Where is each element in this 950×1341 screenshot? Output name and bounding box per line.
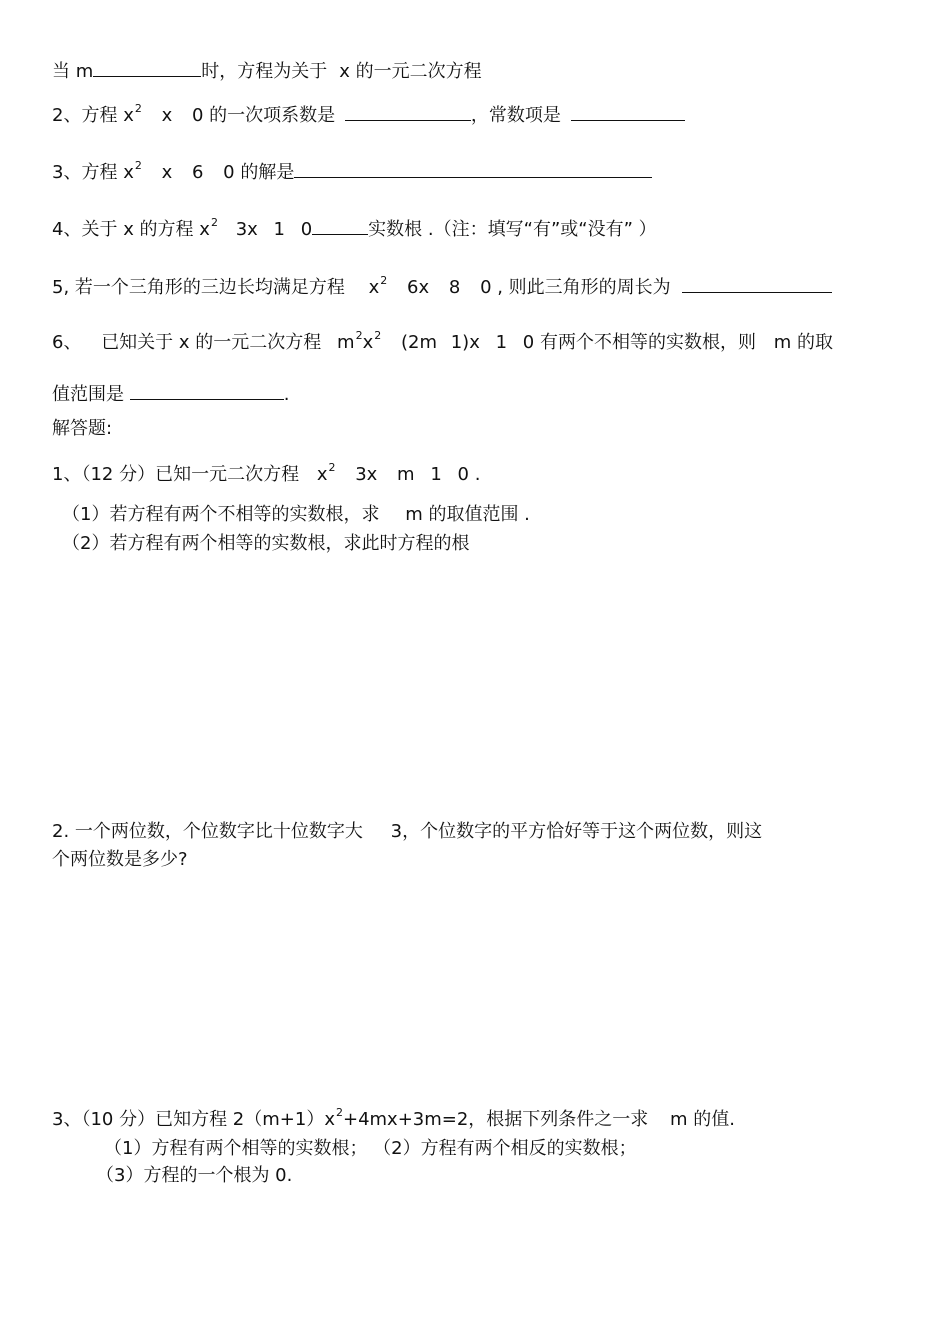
item4-exponent: 2 [210, 216, 218, 229]
item6-term: 1 [495, 332, 508, 353]
answer-blank[interactable] [294, 159, 652, 178]
answer-blank[interactable] [312, 216, 368, 235]
fill-blank-item-4 [52, 216, 657, 245]
item3-label: 3、方程 [52, 162, 118, 183]
answer-blank[interactable] [130, 381, 284, 400]
problem1-exponent: 2 [328, 461, 336, 474]
problem1-part1-text: （1）若方程有两个不相等的实数根，求 [62, 504, 380, 525]
item1-text-a: 当 m [52, 61, 94, 82]
fill-blank-item-6 [52, 330, 833, 358]
item5-term: 8 [448, 277, 461, 298]
problem-1 [52, 462, 480, 490]
problem3-text-c: m 的值. [670, 1109, 736, 1130]
item4-note: 实数根 .（注：填写“有”或“没有” ） [368, 219, 657, 240]
item6-text-c: 0 有两个不相等的实数根，则 [522, 332, 756, 353]
item4-term: 1 [273, 219, 285, 240]
item6-var: m [337, 332, 355, 353]
item6-term: (2m [400, 332, 437, 353]
problem1-term: 1 [430, 464, 442, 485]
item6-period: . [283, 384, 290, 405]
item4-var: x [199, 219, 210, 240]
problem1-text: 1、（12 分）已知一元二次方程 [52, 464, 300, 485]
problem-2-cont: 个两位数是多少? [52, 849, 188, 870]
item3-exponent: 2 [134, 159, 142, 172]
item2-text: 0 的一次项系数是 [191, 105, 336, 126]
item2-var: x [123, 105, 134, 126]
item1-text-c: x 的一元二次方程 [339, 61, 482, 82]
fill-blank-item-6-cont [52, 381, 289, 408]
item6-text: 已知关于 [101, 332, 174, 353]
item6-exponent: 2 [374, 329, 382, 342]
answer-blank[interactable] [345, 102, 471, 121]
problem1-term: 3x [355, 464, 378, 485]
item6-text-b: x 的一元二次方程 [178, 332, 322, 353]
fill-blank-item-3 [52, 159, 652, 188]
problem-1-part-2: （2）若方程有两个相等的实数根，求此时方程的根 [62, 533, 470, 554]
item5-text-b: 0 , 则此三角形的周长为 [480, 277, 671, 298]
item2-exponent: 2 [134, 102, 142, 115]
fill-blank-item-1 [52, 58, 482, 85]
problem-3-part-3: （3）方程的一个根为 0. [96, 1165, 293, 1186]
answer-blank[interactable] [93, 58, 201, 77]
problem-3 [52, 1107, 735, 1135]
item4-label: 4、关于 [52, 219, 118, 240]
item6-text-e: 值范围是 [52, 384, 124, 405]
item3-term: 6 [191, 162, 204, 183]
item6-label: 6、 [52, 332, 82, 353]
fill-blank-item-5 [52, 274, 832, 303]
problem2-text-b: 3，个位数字的平方恰好等于这个两位数，则这 [390, 821, 763, 842]
problem3-exponent: 2 [335, 1106, 343, 1119]
item5-term: 6x [407, 277, 430, 298]
item3-term: x [161, 162, 173, 183]
section-heading: 解答题: [52, 418, 113, 439]
problem3-text: 3、（10 分）已知方程 2（m+1）x [52, 1109, 335, 1130]
problem3-text-b: +4mx+3m=2，根据下列条件之一求 [342, 1109, 649, 1130]
item6-term: 1)x [450, 332, 480, 353]
item4-term: 0 [300, 219, 313, 240]
problem-2 [52, 819, 762, 845]
problem2-text: 2. 一个两位数，个位数字比十位数字大 [52, 821, 363, 842]
item6-exponent: 2 [355, 329, 363, 342]
problem1-term: m [397, 464, 415, 485]
item2-label: 2、方程 [52, 105, 118, 126]
item5-text: 5, 若一个三角形的三边长均满足方程 [52, 277, 345, 298]
item5-var: x [368, 277, 380, 298]
problem-1-part-1 [62, 502, 530, 528]
item3-text: 0 的解是 [223, 162, 295, 183]
item3-var: x [123, 162, 134, 183]
problem-3-parts-1-2: （1）方程有两个相等的实数根； （2）方程有两个相反的实数根； [104, 1138, 637, 1159]
item6-text-d: m 的取 [773, 332, 833, 353]
answer-blank[interactable] [571, 102, 685, 121]
item4-term: 3x [235, 219, 258, 240]
item4-text: x 的方程 [123, 219, 194, 240]
item2-text-b: ，常数项是 [470, 105, 561, 126]
problem1-term: 0 . [457, 464, 481, 485]
item6-var: x [362, 332, 374, 353]
problem1-part1-text-b: m 的取值范围 . [405, 504, 530, 525]
problem1-var: x [316, 464, 328, 485]
item1-text-b: 时，方程为关于 [201, 61, 328, 82]
item2-term: x [161, 105, 173, 126]
item5-exponent: 2 [380, 274, 388, 287]
fill-blank-item-2 [52, 102, 685, 131]
answer-blank[interactable] [682, 274, 832, 293]
